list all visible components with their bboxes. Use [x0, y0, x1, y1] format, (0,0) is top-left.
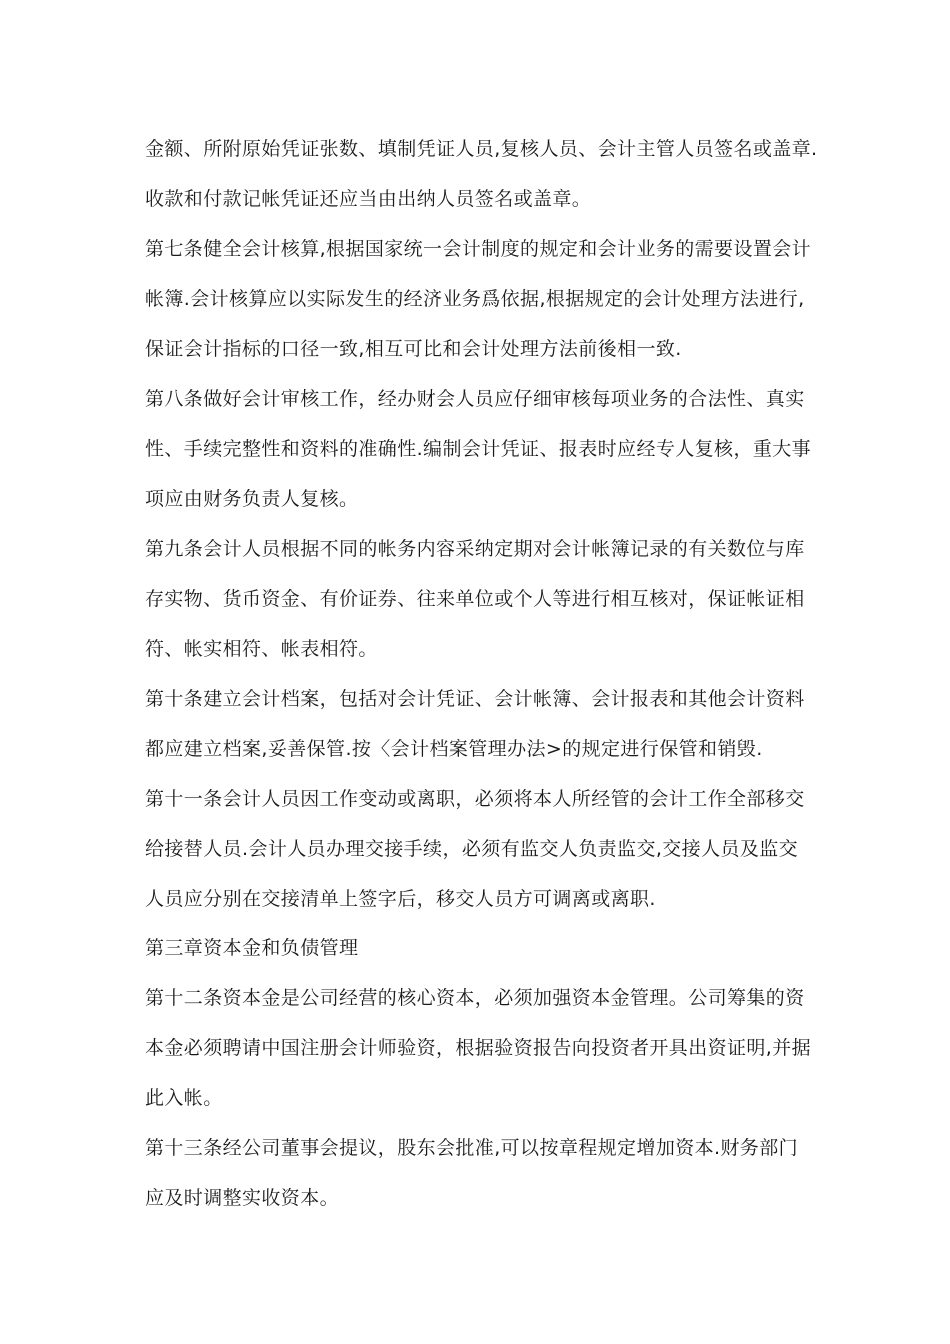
- text-line: 符、帐实相符、帐表相符。: [145, 638, 378, 660]
- text-line: 第十一条会计人员因工作变动或离职，必须将本人所经管的会计工作全部移交: [145, 788, 805, 810]
- text-line: 项应由财务负责人复核。: [145, 488, 359, 510]
- text-line: 人员应分别在交接清单上签字后，移交人员方可调离或离职.: [145, 888, 656, 910]
- chapter-heading: 第三章资本金和负债管理: [145, 937, 359, 959]
- text-line: 第九条会计人员根据不同的帐务内容采纳定期对会计帐簿记录的有关数位与库: [145, 538, 805, 560]
- text-line: 存实物、货币资金、有价证券、往来单位或个人等进行相互核对，保证帐证相: [145, 588, 805, 610]
- text-line: 第十二条资本金是公司经营的核心资本，必须加强资本金管理。公司筹集的资: [145, 987, 805, 1009]
- text-line: 帐簿.会计核算应以实际发生的经济业务爲依据,根据规定的会计处理方法进行,: [145, 288, 805, 310]
- text-line: 应及时调整实收资本。: [145, 1187, 340, 1209]
- text-line: 金额、所附原始凭证张数、填制凭证人员,复核人员、会计主管人员签名或盖章.: [145, 138, 818, 160]
- text-line: 第八条做好会计审核工作，经办财会人员应仔细审核每项业务的合法性、真实: [145, 388, 805, 410]
- text-line: 都应建立档案,妥善保管.按〈会计档案管理办法>的规定进行保管和销毁.: [145, 738, 763, 760]
- text-line: 此入帐。: [145, 1087, 223, 1109]
- text-line: 保证会计指标的口径一致,相互可比和会计处理方法前後相一致.: [145, 338, 682, 360]
- text-line: 第七条健全会计核算,根据国家统一会计制度的规定和会计业务的需要设置会计: [145, 238, 812, 260]
- text-line: 第十三条经公司董事会提议，股东会批准,可以按章程规定增加资本.财务部门: [145, 1137, 799, 1159]
- text-line: 给接替人员.会计人员办理交接手续，必须有监交人负责监交,交接人员及监交: [145, 838, 799, 860]
- text-line: 性、手续完整性和资料的准确性.编制会计凭证、报表时应经专人复核，重大事: [145, 438, 812, 460]
- text-line: 收款和付款记帐凭证还应当由出纳人员签名或盖章。: [145, 188, 592, 210]
- text-line: 第十条建立会计档案，包括对会计凭证、会计帐簿、会计报表和其他会计资料: [145, 688, 805, 710]
- text-line: 本金必须聘请中国注册会计师验资，根据验资报告向投资者开具出资证明,并据: [145, 1037, 812, 1059]
